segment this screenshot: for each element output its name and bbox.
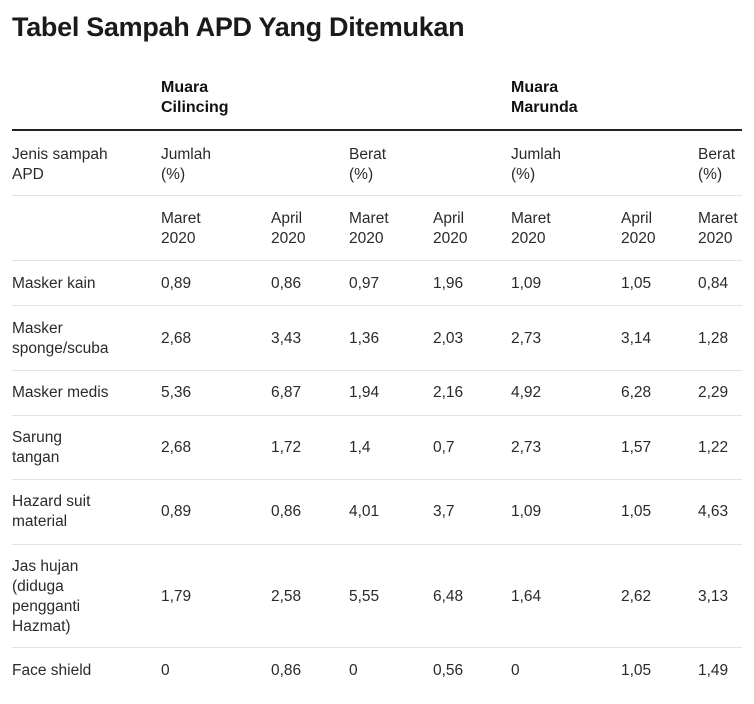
row-divider bbox=[12, 370, 742, 371]
table-cell: 1,05 bbox=[621, 503, 652, 520]
table-cell: 2,62 bbox=[621, 588, 652, 605]
table-cell: 2,29 bbox=[698, 384, 729, 401]
table-cell: 4,92 bbox=[511, 384, 542, 401]
table-cell: 2,68 bbox=[161, 330, 192, 347]
table-cell: 1,94 bbox=[349, 384, 380, 401]
month-header: April 2020 bbox=[621, 210, 656, 247]
month-header: Maret 2020 bbox=[511, 210, 551, 247]
table-cell: 0 bbox=[349, 662, 358, 679]
table-cell: 5,55 bbox=[349, 588, 380, 605]
table-cell: 1,36 bbox=[349, 330, 380, 347]
month-header: Maret 2020 bbox=[349, 210, 389, 247]
table-cell: 2,58 bbox=[271, 588, 302, 605]
table-cell: 0,86 bbox=[271, 503, 302, 520]
table-cell: 6,48 bbox=[433, 588, 464, 605]
table-cell: 0,97 bbox=[349, 275, 380, 292]
table-cell: 1,22 bbox=[698, 439, 729, 456]
month-header: Maret 2020 bbox=[161, 210, 201, 247]
table-cell: 1,72 bbox=[271, 439, 302, 456]
table-cell: 2,03 bbox=[433, 330, 464, 347]
row-label: Masker kain bbox=[12, 275, 96, 292]
row-divider bbox=[12, 305, 742, 306]
group-header: Muara Marunda bbox=[511, 79, 578, 116]
table-cell: 3,13 bbox=[698, 588, 729, 605]
column-header: Berat (%) bbox=[349, 146, 387, 183]
row-divider bbox=[12, 260, 742, 261]
row-divider bbox=[12, 544, 742, 545]
table-cell: 0,89 bbox=[161, 275, 192, 292]
table-cell: 2,73 bbox=[511, 330, 542, 347]
table-cell: 1,79 bbox=[161, 588, 192, 605]
row-label: Masker medis bbox=[12, 384, 109, 401]
table-cell: 1,64 bbox=[511, 588, 542, 605]
table-cell: 3,43 bbox=[271, 330, 302, 347]
month-header: April 2020 bbox=[271, 210, 306, 247]
row-label: Sarung tangan bbox=[12, 429, 62, 466]
column-header: Jumlah (%) bbox=[161, 146, 211, 183]
group-header: Muara Cilincing bbox=[161, 79, 229, 116]
row-label: Jas hujan (diduga pengganti Hazmat) bbox=[12, 558, 81, 635]
table-cell: 3,14 bbox=[621, 330, 652, 347]
column-header: Jenis sampah APD bbox=[12, 146, 108, 183]
table-cell: 6,28 bbox=[621, 384, 652, 401]
row-divider bbox=[12, 479, 742, 480]
column-header: Jumlah (%) bbox=[511, 146, 561, 183]
row-label: Masker sponge/scuba bbox=[12, 320, 109, 357]
row-label: Hazard suit material bbox=[12, 493, 91, 530]
table-cell: 0,7 bbox=[433, 439, 455, 456]
month-header: April 2020 bbox=[433, 210, 468, 247]
table-cell: 1,49 bbox=[698, 662, 729, 679]
table-cell: 1,09 bbox=[511, 275, 542, 292]
table-cell: 6,87 bbox=[271, 384, 302, 401]
row-divider bbox=[12, 415, 742, 416]
table-cell: 4,63 bbox=[698, 503, 729, 520]
table-cell: 2,73 bbox=[511, 439, 542, 456]
table-cell: 0 bbox=[161, 662, 170, 679]
table-cell: 0,84 bbox=[698, 275, 729, 292]
table-cell: 4,01 bbox=[349, 503, 380, 520]
table-cell: 1,09 bbox=[511, 503, 542, 520]
header-rule bbox=[12, 129, 742, 131]
table-cell: 3,7 bbox=[433, 503, 455, 520]
row-divider bbox=[12, 647, 742, 648]
table-cell: 0,86 bbox=[271, 662, 302, 679]
table-cell: 5,36 bbox=[161, 384, 192, 401]
table-cell: 0,89 bbox=[161, 503, 192, 520]
table-title: Tabel Sampah APD Yang Ditemukan bbox=[12, 12, 465, 42]
table-cell: 0,56 bbox=[433, 662, 464, 679]
table-cell: 2,16 bbox=[433, 384, 464, 401]
table-cell: 1,28 bbox=[698, 330, 729, 347]
table-cell: 1,96 bbox=[433, 275, 464, 292]
table-cell: 1,57 bbox=[621, 439, 652, 456]
row-label: Face shield bbox=[12, 662, 92, 679]
table-cell: 0,86 bbox=[271, 275, 302, 292]
month-header: Maret 2020 bbox=[698, 210, 738, 247]
table-cell: 2,68 bbox=[161, 439, 192, 456]
table-cell: 1,4 bbox=[349, 439, 371, 456]
table-cell: 0 bbox=[511, 662, 520, 679]
column-header: Berat (%) bbox=[698, 146, 736, 183]
table-cell: 1,05 bbox=[621, 275, 652, 292]
row-divider bbox=[12, 195, 742, 196]
table-cell: 1,05 bbox=[621, 662, 652, 679]
